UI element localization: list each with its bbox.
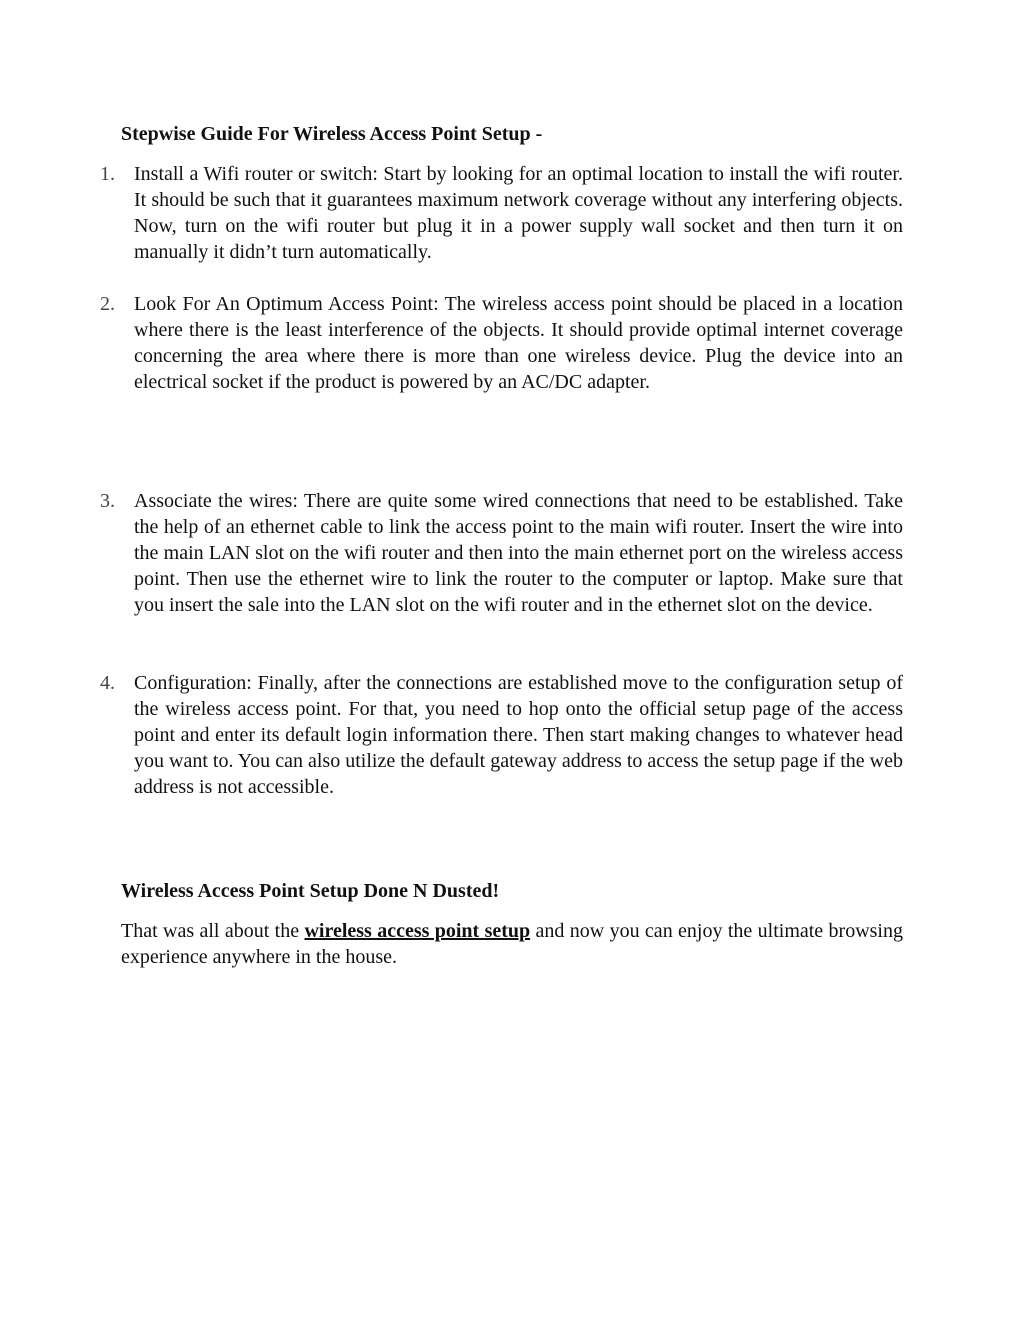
list-item-text: Configuration: Finally, after the connections are established move to the configuration setup of the wireless access point. For that, you need to hop onto the official setup page of the access point and enter its default login information there. Then start making changes to whatever head you want to. You can also utilize the default gateway address to access the setup page if the web address is not accessible. [134,672,903,798]
conclusion-text-start: That was all about the [121,920,305,942]
list-item-text: Look For An Optimum Access Point: The wireless access point should be placed in a location where there is the least interference of the objects. It should provide optimal internet coverage concerning the area where there is more than one wireless device. Plug the device into an electrical socket if the product is powered by an AC/DC adapter. [134,293,903,393]
list-item [100,161,903,265]
list-item [100,291,903,395]
list-number: 1. [100,163,115,185]
list-item-text: Associate the wires: There are quite some wired connections that need to be established. Take the help of an ethernet cable to link the access point to the main wifi router. Insert the wire into the main LAN slot on the wifi router and then into the main ethernet port on the wireless access point. Then use the ethernet wire to link the router to the computer or laptop. Make sure that you insert the sale into the LAN slot on the wifi router and in the ethernet slot on the device. [134,490,903,616]
conclusion-text-end: and now you can enjoy the ultimate browsing experience anywhere in the house. [121,920,903,968]
list-number: 2. [100,293,115,315]
list-number: 4. [100,672,115,694]
guide-heading: Stepwise Guide For Wireless Access Point Setup - [121,123,543,145]
conclusion-heading: Wireless Access Point Setup Done N Dusted! [121,880,500,902]
list-item [100,670,903,800]
list-item [100,488,903,618]
list-number: 3. [100,490,115,512]
list-item-text: Install a Wifi router or switch: Start by looking for an optimal location to install the wifi router. It should be such that it guarantees maximum network coverage without any interfering objects. Now, turn on the wifi router but plug it in a power supply wall socket and then turn it on manually it didn’t turn automatically. [134,163,903,263]
wireless-access-point-setup-link[interactable]: wireless access point setup [304,920,531,942]
conclusion-paragraph [121,918,903,970]
